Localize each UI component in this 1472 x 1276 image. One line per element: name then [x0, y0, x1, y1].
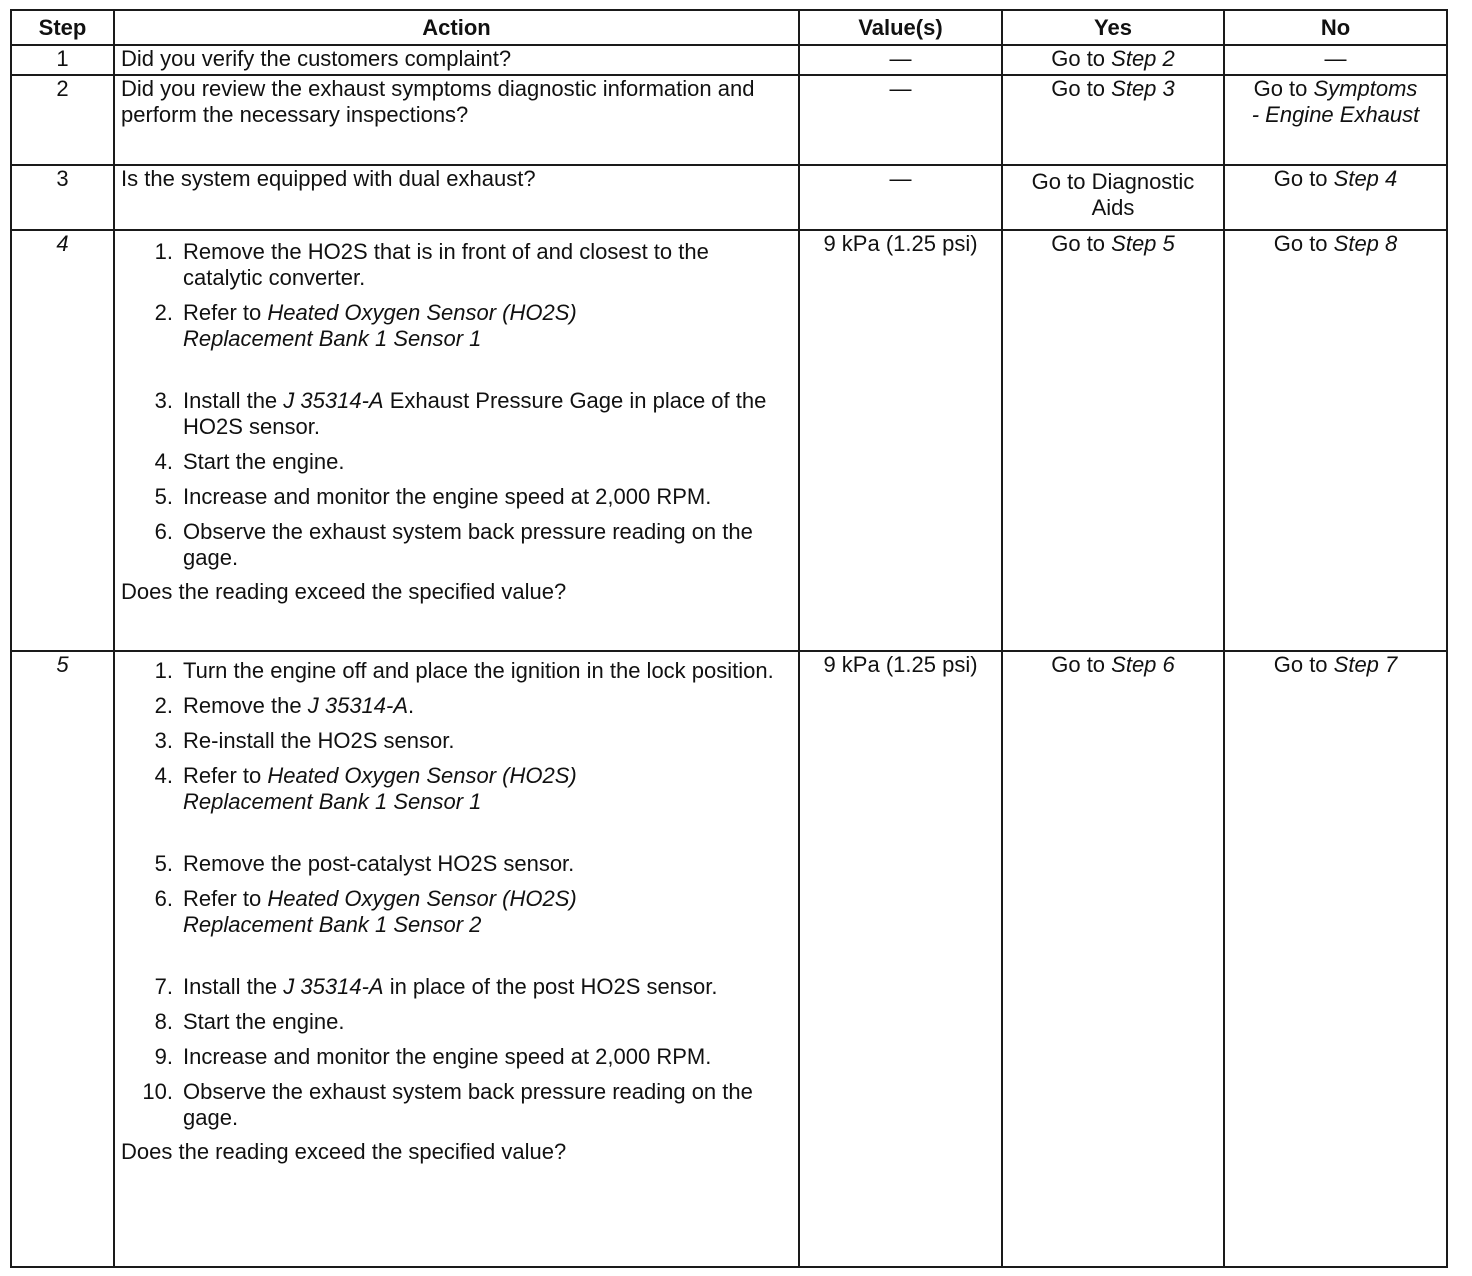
header-row — [11, 10, 1447, 45]
header-no: No — [1224, 10, 1447, 45]
header-step: Step — [11, 10, 114, 45]
action-question: Did you verify the customers complaint? — [114, 45, 799, 75]
list-item: 7. Install the J 35314-A in place of the post HO2S sensor. — [154, 974, 718, 999]
list-item: 3. Install the J 35314-A Exhaust Pressure Gage in place of the HO2S sensor. — [154, 388, 767, 439]
step-number: 1 — [11, 45, 114, 75]
action-cell — [114, 230, 799, 651]
step-number: 4 — [11, 230, 114, 651]
list-item: 6. Observe the exhaust system back pressure reading on the gage. — [154, 519, 753, 570]
table-row — [11, 230, 1447, 651]
yes-cell: Go to Step 3 — [1002, 75, 1224, 165]
header-yes: Yes — [1002, 10, 1224, 45]
yes-cell: Go to Step 2 — [1002, 45, 1224, 75]
yes-cell: Go to Step 6 — [1002, 651, 1224, 1267]
header-action: Action — [114, 10, 799, 45]
table-row — [11, 45, 1447, 75]
list-item: 5. Increase and monitor the engine speed at 2,000 RPM. — [154, 484, 712, 509]
action-list — [121, 239, 792, 571]
list-item: 6. Refer to Heated Oxygen Sensor (HO2S) Replacement Bank 1 Sensor 2 — [154, 886, 577, 937]
no-cell: Go to Step 7 — [1224, 651, 1447, 1267]
list-item: 9. Increase and monitor the engine speed at 2,000 RPM. — [154, 1044, 712, 1069]
value-cell: — — [799, 75, 1002, 165]
table-row — [11, 651, 1447, 1267]
no-cell: — — [1224, 45, 1447, 75]
yes-cell: Go to Step 5 — [1002, 230, 1224, 651]
value-cell: 9 kPa (1.25 psi) — [799, 230, 1002, 651]
action-question: Did you review the exhaust symptoms diagnostic information and perform the necessary inspections? — [114, 75, 799, 165]
yes-cell: Go to Diagnostic Aids — [1002, 165, 1224, 230]
table-row — [11, 165, 1447, 230]
action-question: Does the reading exceed the specified value? — [121, 1139, 567, 1164]
diagnostic-table — [10, 9, 1448, 1268]
list-item: 3. Re-install the HO2S sensor. — [154, 728, 455, 753]
list-item: 8. Start the engine. — [154, 1009, 345, 1034]
header-values: Value(s) — [799, 10, 1002, 45]
list-item: 1. Remove the HO2S that is in front of and closest to the catalytic converter. — [154, 239, 709, 290]
value-cell: 9 kPa (1.25 psi) — [799, 651, 1002, 1267]
no-cell: Go to Symptoms - Engine Exhaust — [1224, 75, 1447, 165]
list-item: 4. Start the engine. — [154, 449, 345, 474]
list-item: 5. Remove the post-catalyst HO2S sensor. — [154, 851, 575, 876]
action-question: Does the reading exceed the specified value? — [121, 579, 567, 604]
step-number: 2 — [11, 75, 114, 165]
no-cell: Go to Step 4 — [1224, 165, 1447, 230]
list-item: 2. Remove the J 35314-A. — [154, 693, 415, 718]
action-list — [121, 658, 792, 1131]
value-cell: — — [799, 165, 1002, 230]
no-cell: Go to Step 8 — [1224, 230, 1447, 651]
list-item: 2. Refer to Heated Oxygen Sensor (HO2S) Replacement Bank 1 Sensor 1 — [154, 300, 577, 351]
value-cell: — — [799, 45, 1002, 75]
action-question: Is the system equipped with dual exhaust? — [114, 165, 799, 230]
list-item: 4. Refer to Heated Oxygen Sensor (HO2S) Replacement Bank 1 Sensor 1 — [154, 763, 577, 814]
action-cell — [114, 651, 799, 1267]
list-item: 1. Turn the engine off and place the ignition in the lock position. — [154, 658, 774, 683]
step-number: 3 — [11, 165, 114, 230]
list-item: 10. Observe the exhaust system back pressure reading on the gage. — [142, 1079, 753, 1130]
table-row — [11, 75, 1447, 165]
step-number: 5 — [11, 651, 114, 1267]
